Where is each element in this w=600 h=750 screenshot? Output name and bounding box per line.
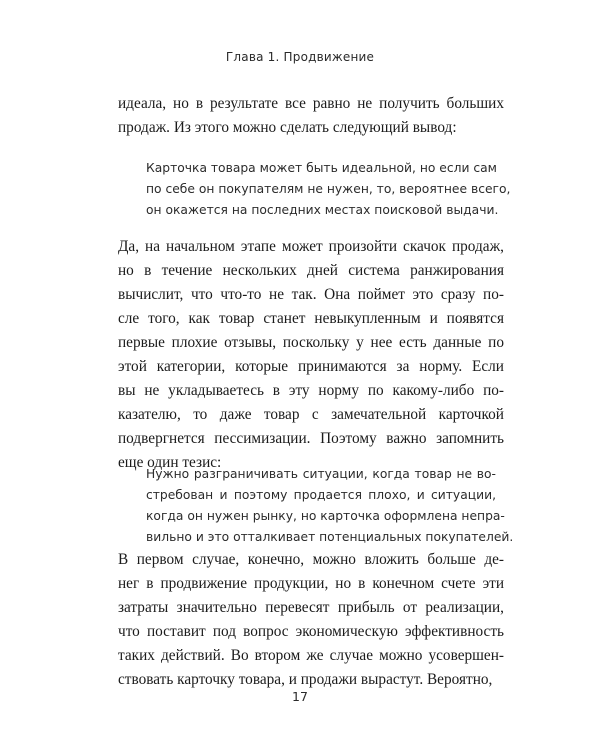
paragraph-line: затраты значительно перевесят прибыль от реализации, [118,599,504,616]
paragraph-line: продаж. Из этого можно сделать следующий вывод: [118,119,457,136]
paragraph-line: Да, на начальном этапе может произойти скачок продаж, [118,238,504,255]
paragraph-line: этой категории, которые принимаются за норму. Если [118,358,504,375]
paragraph-line: вы не укладываетесь в эту норму по какому-либо по- [118,382,504,399]
quote-line: Карточка товара может быть идеальной, но если сам [146,161,497,175]
paragraph-line: сле того, как товар станет невыкупленным и появятся [118,310,504,327]
quote-line: стребован и поэтому продается плохо, и ситуации, [146,488,496,502]
quote-line: по себе он покупателям не нужен, то, вероятнее всего, [146,182,511,196]
running-header: Глава 1. Продвижение [225,50,375,64]
paragraph-line: таких действий. Во втором же случае можно усовершен- [118,647,504,664]
paragraph-line: первые плохие отзывы, поскольку у нее есть данные по [118,334,504,351]
paragraph-line: В первом случае, конечно, можно вложить больше де- [118,551,504,568]
quote-line: когда он нужен рынку, но карточка оформлена непра- [146,509,505,523]
paragraph-line: подвергнется пессимизации. Поэтому важно запомнить [118,430,504,447]
quote-line: он окажется на последних местах поисковой выдачи. [146,203,499,217]
paragraph-line: ствовать карточку товара, и продажи вырастут. Вероятно, [118,671,493,688]
paragraph-line: казателю, то даже товар с замечательной карточкой [118,406,504,423]
paragraph-line: еще один тезис: [118,454,222,471]
paragraph-line: нег в продвижение продукции, но в конечном счете эти [118,575,504,592]
paragraph-line: но в течение нескольких дней система ранжирования [118,262,504,279]
paragraph-line: что поставит под вопрос экономическую эффективность [118,623,504,640]
quote-line: вильно и это отталкивает потенциальных покупателей. [146,530,514,544]
paragraph-line: вычислит, что что-то не так. Она поймет это сразу по- [118,286,504,303]
quote-line: Нужно разграничивать ситуации, когда товар не во- [146,467,496,481]
page-number: 17 [292,689,308,704]
paragraph-line: идеала, но в результате все равно не получить больших [118,95,504,112]
